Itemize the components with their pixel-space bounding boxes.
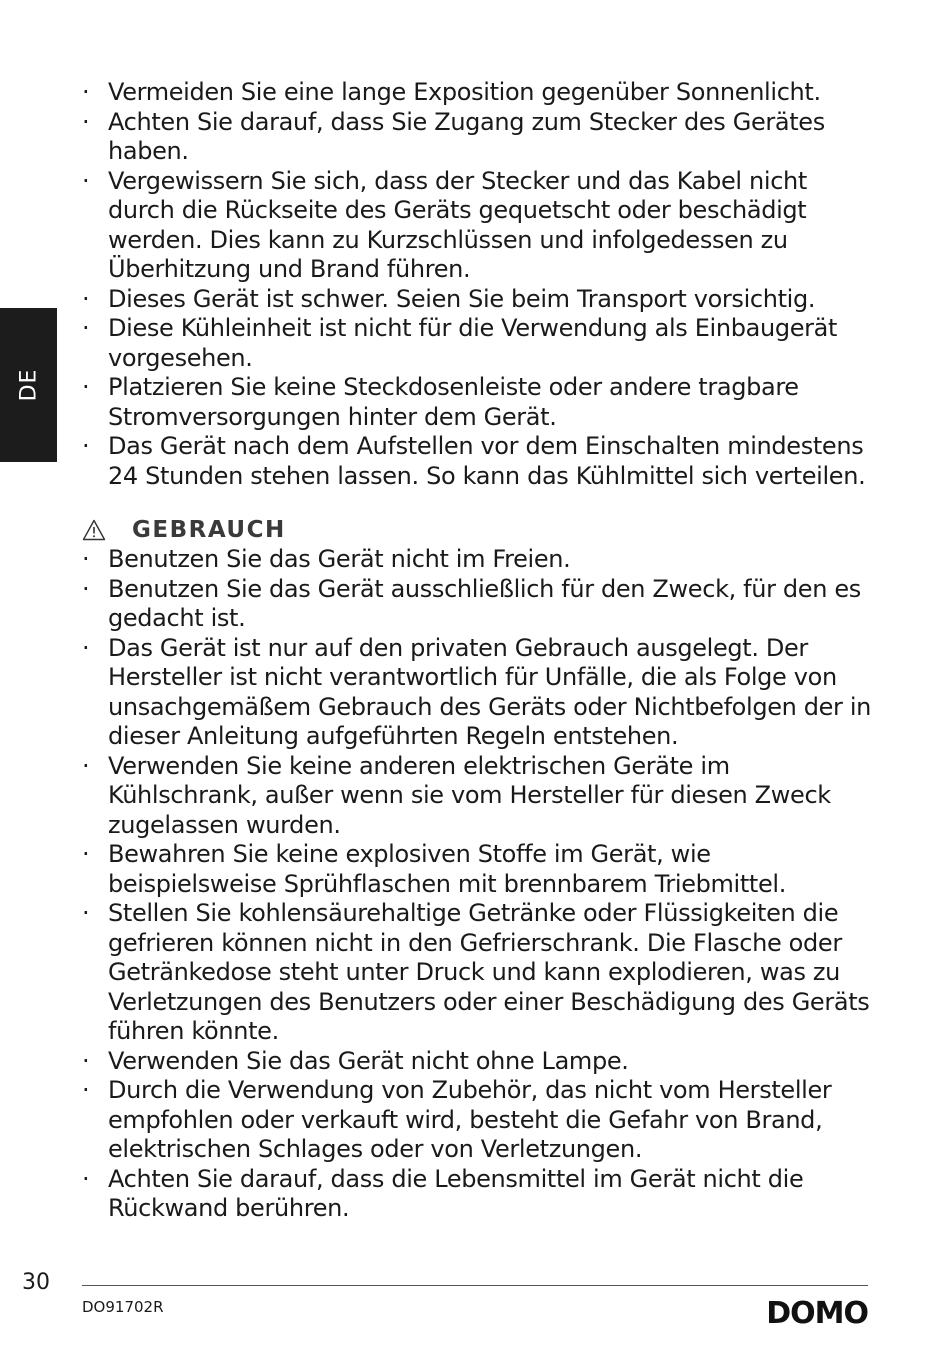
language-tab-label: DE — [16, 368, 41, 402]
page-content — [80, 78, 880, 1224]
warning-triangle-icon — [82, 519, 106, 541]
list-item: · Benutzen Sie das Gerät nicht im Freien. — [80, 545, 880, 575]
list-item: · Stellen Sie kohlensäurehaltige Getränke oder Flüssigkeiten die gefrieren können nicht in den Gefrierschrank. Die Flasche oder Getränkedose steht unter Druck und kann explodieren, was zu Verletzungen des Benutzers oder einer Beschädigung des Geräts führen könnte. — [80, 899, 880, 1047]
section-title: GEBRAUCH — [132, 517, 286, 543]
list-item: · Diese Kühleinheit ist nicht für die Verwendung als Einbaugerät vorgesehen. — [80, 314, 880, 373]
list-item: · Achten Sie darauf, dass die Lebensmittel im Gerät nicht die Rückwand berühren. — [80, 1165, 880, 1224]
list-item: · Achten Sie darauf, dass Sie Zugang zum Stecker des Gerätes haben. — [80, 108, 880, 167]
list-item: · Vermeiden Sie eine lange Exposition gegenüber Sonnenlicht. — [80, 78, 880, 108]
list-item: · Dieses Gerät ist schwer. Seien Sie beim Transport vorsichtig. — [80, 285, 880, 315]
section-heading — [80, 515, 880, 545]
list-item: · Verwenden Sie keine anderen elektrischen Geräte im Kühlschrank, außer wenn sie vom Hersteller für diesen Zweck zugelassen wurden. — [80, 752, 880, 841]
list-item: · Bewahren Sie keine explosiven Stoffe im Gerät, wie beispielsweise Sprühflaschen mit brennbarem Triebmittel. — [80, 840, 880, 899]
model-number: DO91702R — [82, 1298, 164, 1316]
language-tab — [0, 308, 57, 462]
list-item: · Benutzen Sie das Gerät ausschließlich für den Zweck, für den es gedacht ist. — [80, 575, 880, 634]
brand-logo: DOMO — [766, 1296, 868, 1331]
list-item: · Vergewissern Sie sich, dass der Stecker und das Kabel nicht durch die Rückseite des Geräts gequetscht oder beschädigt werden. Dies kann zu Kurzschlüssen und infolgedessen zu Überhitzung und Brand führen. — [80, 167, 880, 285]
list-item: · Durch die Verwendung von Zubehör, das nicht vom Hersteller empfohlen oder verkauft wird, besteht die Gefahr von Brand, elektrischen Schlages oder von Verletzungen. — [80, 1076, 880, 1165]
list-item: · Das Gerät nach dem Aufstellen vor dem Einschalten mindestens 24 Stunden stehen lassen. So kann das Kühlmittel sich verteilen. — [80, 432, 880, 491]
list-item: · Platzieren Sie keine Steckdosenleiste oder andere tragbare Stromversorgungen hinter dem Gerät. — [80, 373, 880, 432]
list-item: · Das Gerät ist nur auf den privaten Gebrauch ausgelegt. Der Hersteller ist nicht verantwortlich für Unfälle, die als Folge von unsachgemäßem Gebrauch des Geräts oder Nichtbefolgen der in dieser Anleitung aufgeführten Regeln entstehen. — [80, 634, 880, 752]
page-number: 30 — [22, 1270, 50, 1295]
safety-list — [80, 78, 880, 491]
footer-divider — [82, 1285, 868, 1286]
list-item: · Verwenden Sie das Gerät nicht ohne Lampe. — [80, 1047, 880, 1077]
usage-list — [80, 545, 880, 1224]
